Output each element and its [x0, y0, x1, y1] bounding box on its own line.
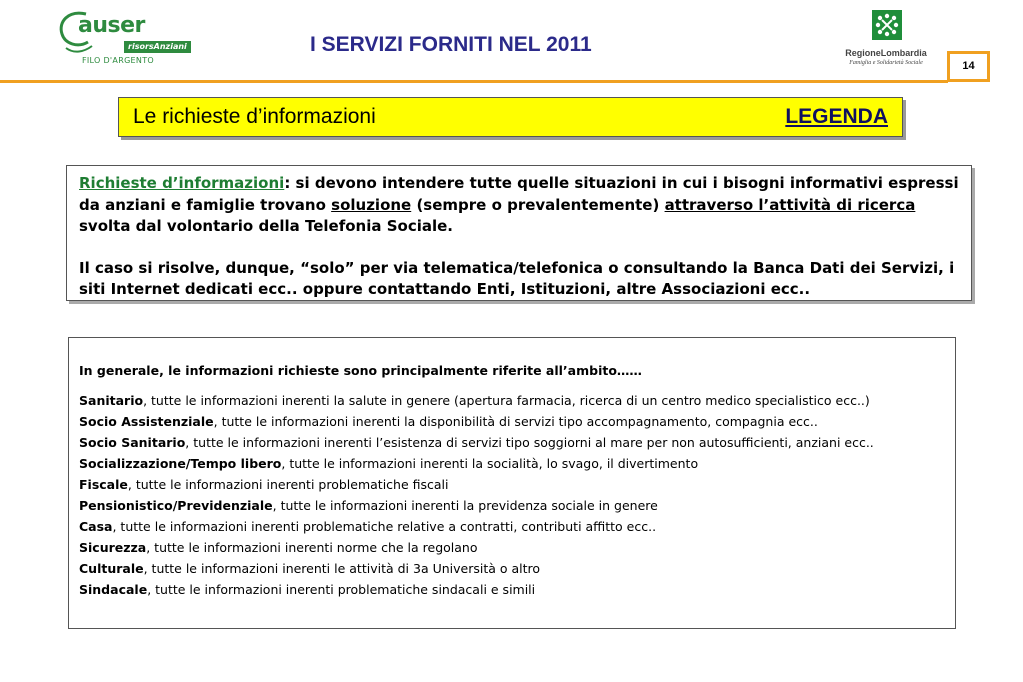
auser-tagline: FILO D'ARGENTO	[82, 56, 154, 65]
resolution-paragraph: Il caso si risolve, dunque, “solo” per via telematica/telefonica o consultando la Banca Dati dei Servizi, i siti Internet dedicati ecc.. oppure contattando Enti, Istituzioni, altre Associazioni ecc..	[79, 258, 955, 298]
definition-box	[66, 165, 972, 301]
categories-box	[68, 337, 956, 629]
category-name: Socializzazione/Tempo libero	[79, 456, 282, 471]
list-item	[79, 558, 945, 579]
category-desc: , tutte le informazioni inerenti norme che la regolano	[146, 540, 478, 555]
category-desc: , tutte le informazioni inerenti l’esistenza di servizi tipo soggiorni al mare per non autosufficienti, anziani ecc..	[185, 435, 874, 450]
list-item	[79, 432, 945, 453]
definition-text-b: (sempre o prevalentemente)	[411, 195, 665, 214]
definition-text-c: svolta dal volontario della Telefonia Sociale.	[79, 217, 453, 235]
list-item	[79, 390, 945, 411]
category-name: Casa	[79, 519, 113, 534]
category-name: Sicurezza	[79, 540, 147, 555]
header-divider	[0, 80, 948, 83]
category-desc: , tutte le informazioni inerenti problematiche sindacali e simili	[147, 582, 536, 597]
category-desc: , tutte le informazioni inerenti problematiche fiscali	[127, 477, 449, 492]
category-desc: , tutte le informazioni inerenti problematiche relative a contratti, contributi affitto ecc..	[112, 519, 657, 534]
category-name: Fiscale	[79, 477, 128, 492]
definition-text-a: : si devono intendere tutte quelle situazioni in cui i bisogni informativi espressi da anziani e famiglie trovano	[79, 174, 959, 214]
definition-paragraph	[79, 173, 961, 238]
regione-lombardia-logo	[830, 8, 942, 70]
definition-underline-soluzione: soluzione	[331, 195, 412, 214]
rosa-camuna-icon	[872, 10, 902, 40]
section-title: Le richieste d’informazioni	[133, 105, 376, 128]
list-item	[79, 453, 945, 474]
category-desc: , tutte le informazioni inerenti le attività di 3a Università o altro	[143, 561, 541, 576]
category-desc: , tutte le informazioni inerenti la socialità, lo svago, il divertimento	[281, 456, 699, 471]
auser-logo	[56, 8, 187, 65]
category-desc: , tutte le informazioni inerenti la disponibilità di servizi tipo accompagnamento, compagnia ecc..	[213, 414, 818, 429]
auser-sub: risorsAnziani	[124, 41, 191, 53]
region-subtitle: Famiglia e Solidarietà Sociale	[849, 60, 923, 66]
categories-intro: In generale, le informazioni richieste sono principalmente riferite all’ambito……	[79, 363, 642, 378]
list-item	[79, 537, 945, 558]
category-desc: , tutte le informazioni inerenti la previdenza sociale in genere	[272, 498, 658, 513]
category-name: Sindacale	[79, 582, 148, 597]
category-name: Pensionistico/Previdenziale	[79, 498, 273, 513]
definition-underline-ricerca: attraverso l’attività di ricerca	[664, 195, 916, 214]
auser-brand: auser	[78, 13, 145, 38]
definition-term: Richieste d’informazioni	[79, 174, 285, 192]
section-banner	[118, 97, 903, 137]
legenda-label: LEGENDA	[785, 105, 888, 128]
list-item	[79, 474, 945, 495]
list-item	[79, 411, 945, 432]
category-name: Socio Sanitario	[79, 435, 186, 450]
region-name: RegioneLombardia	[845, 48, 927, 58]
slide-title: I SERVIZI FORNITI NEL 2011	[310, 33, 592, 56]
category-name: Sanitario	[79, 393, 144, 408]
list-item	[79, 495, 945, 516]
page-number: 14	[947, 51, 990, 82]
list-item	[79, 579, 945, 600]
category-desc: , tutte le informazioni inerenti la salute in genere (apertura farmacia, ricerca di un centro medico specialistico ecc..)	[143, 393, 870, 408]
list-item	[79, 516, 945, 537]
category-name: Culturale	[79, 561, 144, 576]
category-name: Socio Assistenziale	[79, 414, 214, 429]
